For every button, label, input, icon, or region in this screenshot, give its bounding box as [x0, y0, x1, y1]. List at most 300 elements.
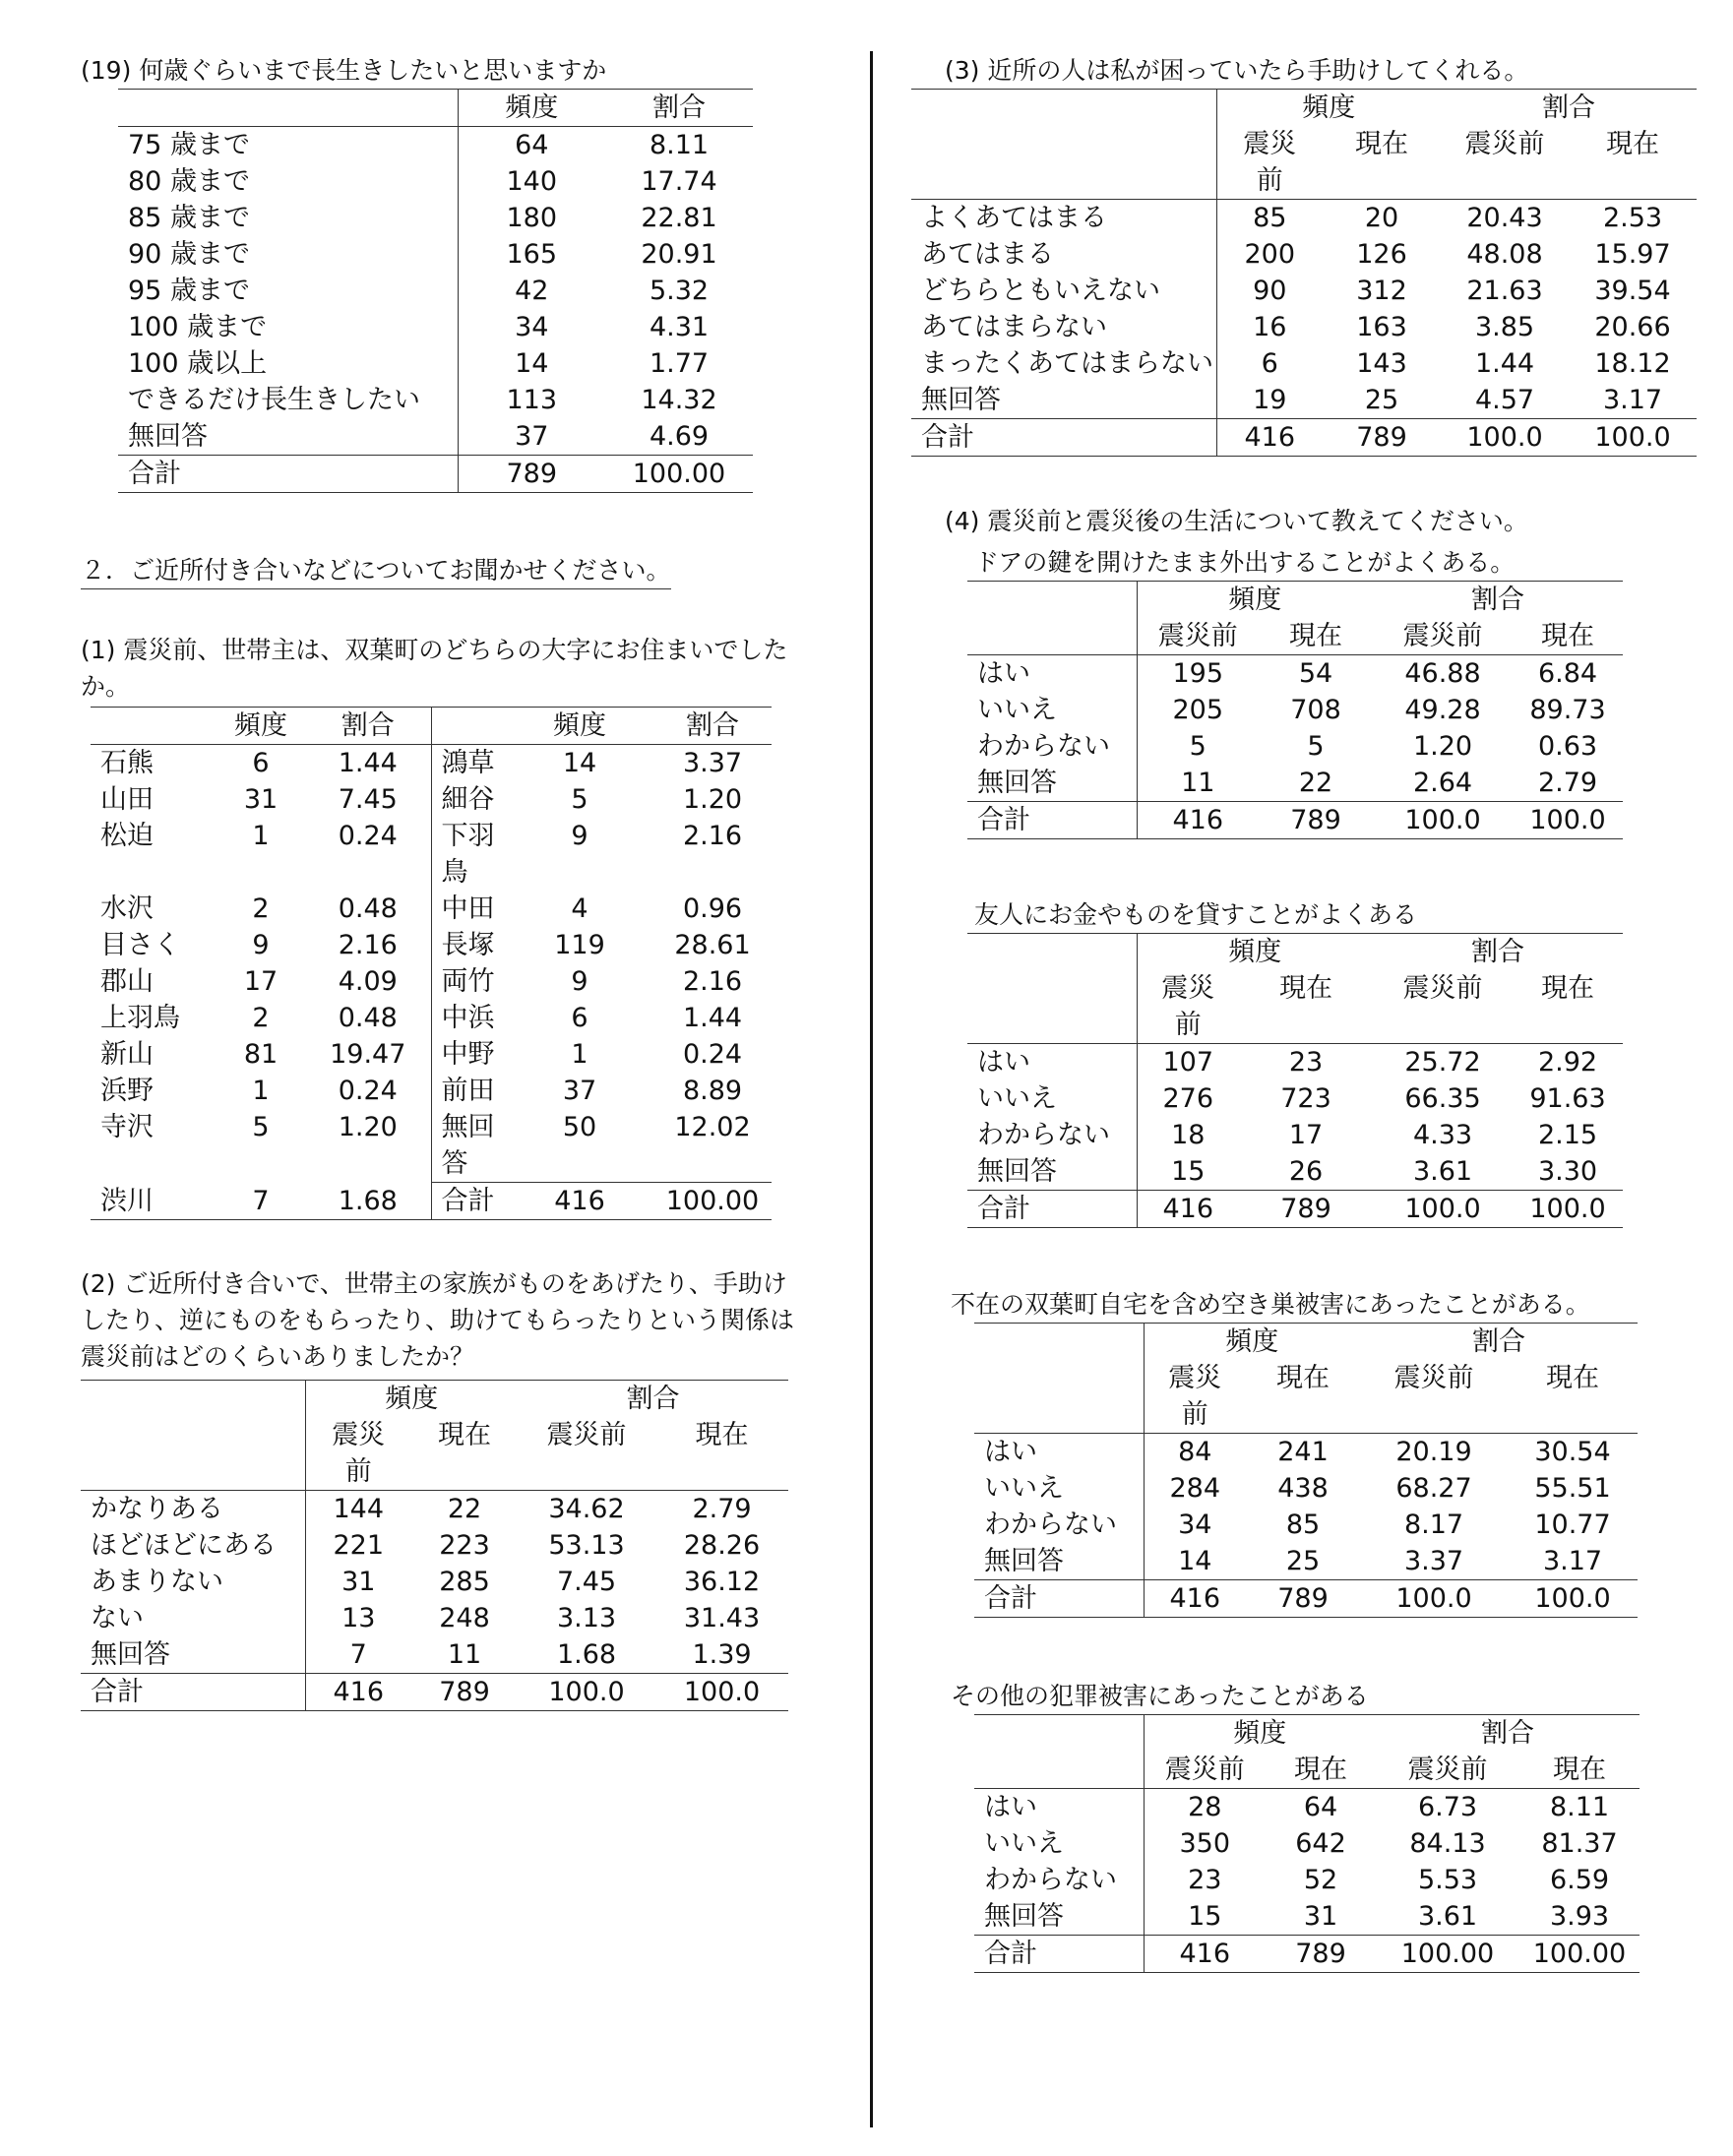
table-row	[91, 745, 772, 782]
row-label: 細谷	[441, 784, 495, 815]
col-header: 震災前	[1137, 618, 1259, 655]
table-cell: 165	[506, 239, 558, 270]
table-cell: 20.66	[1594, 312, 1671, 342]
row-label: 無回答	[974, 1898, 1144, 1936]
total-cell: 789	[411, 1674, 518, 1711]
table-row	[118, 163, 753, 200]
table-cell: 163	[1356, 312, 1407, 342]
total-cell: 100.00	[1376, 1936, 1519, 1973]
table-cell: 5	[252, 1112, 270, 1142]
q3-table	[911, 89, 1697, 457]
table-cell: 19.47	[305, 1036, 431, 1073]
table-cell: 312	[1356, 276, 1407, 306]
col-header: 現在	[1246, 1360, 1360, 1434]
table-cell: 37	[515, 421, 549, 452]
q4-caption: ドアの鍵を開けたまま外出することがよくある。	[974, 548, 1516, 577]
q4-caption: 不在の双葉町自宅を含め空き巣被害にあったことがある。	[951, 1290, 1590, 1319]
total-cell: 100.0	[1373, 802, 1513, 839]
q4-table-3	[974, 1323, 1638, 1618]
col-group-header: 頻度	[1216, 90, 1441, 127]
row-label: 新山	[100, 1039, 154, 1070]
table-cell: 16	[1253, 312, 1287, 342]
column-divider	[870, 51, 873, 2127]
total-cell: 100.0	[518, 1674, 655, 1711]
q19-table-wrap	[118, 89, 753, 493]
col-header: 割合	[305, 708, 431, 745]
table-cell: 0.24	[682, 1039, 743, 1070]
col-group-header: 頻度	[1144, 1715, 1376, 1753]
table-cell: 113	[506, 385, 558, 415]
table-cell: 17.74	[641, 166, 717, 197]
q4-table-4	[974, 1714, 1640, 1973]
table-cell: 2.79	[1537, 768, 1598, 798]
table-cell: 68.27	[1395, 1473, 1472, 1504]
table-row	[91, 1000, 772, 1036]
row-label: ない	[81, 1600, 305, 1636]
row-label: 両竹	[441, 966, 495, 997]
table-cell: 64	[515, 130, 549, 160]
table-cell: 15.97	[1594, 239, 1671, 270]
col-group-header: 割合	[1373, 582, 1623, 619]
row-label: あてはまる	[911, 236, 1216, 273]
col-header: 現在	[1259, 618, 1373, 655]
q19-title: (19) 何歳ぐらいまで長生きしたいと思いますか	[81, 56, 607, 85]
table-cell: 11	[447, 1639, 482, 1670]
table-cell: 4.31	[649, 312, 710, 342]
table-row	[91, 781, 772, 818]
col-header: 割合	[605, 90, 753, 127]
table-row	[967, 728, 1623, 765]
table-row	[91, 963, 772, 1000]
col-header: 震災前	[332, 1420, 386, 1487]
table-row	[911, 309, 1697, 345]
row-label: 前田	[441, 1076, 495, 1106]
q3-table-wrap	[911, 89, 1697, 457]
table-cell: 1.44	[1474, 348, 1535, 379]
row-label: 95 歳まで	[118, 273, 458, 309]
table-cell: 195	[1172, 658, 1224, 689]
table-cell: 2.16	[305, 927, 431, 963]
row-label: いいえ	[974, 1470, 1144, 1507]
table-row	[911, 200, 1697, 237]
col-group-header: 割合	[1441, 90, 1697, 127]
table-cell: 5.32	[649, 276, 710, 306]
total-cell: 416	[1216, 419, 1323, 457]
table-cell: 7.45	[305, 781, 431, 818]
table-cell: 107	[1162, 1047, 1214, 1078]
table-row	[967, 1117, 1623, 1153]
total-cell: 789	[1239, 1191, 1373, 1228]
table-cell: 42	[515, 276, 549, 306]
table-cell: 0.96	[682, 893, 743, 924]
total-label: 合計	[81, 1674, 305, 1711]
table-cell: 285	[439, 1567, 490, 1597]
table-cell: 2.16	[682, 821, 743, 851]
table-cell: 8.89	[682, 1076, 743, 1106]
table-cell: 0.48	[305, 891, 431, 927]
row-label: 85 歳まで	[118, 200, 458, 236]
table-cell: 50	[562, 1112, 597, 1142]
q4-table-2	[967, 933, 1623, 1228]
table-cell: 221	[333, 1530, 385, 1561]
row-label: よくあてはまる	[911, 200, 1216, 237]
table-cell: 119	[554, 930, 605, 960]
table-cell: 46.88	[1404, 658, 1481, 689]
col-header: 震災前	[1441, 126, 1569, 200]
col-group-header: 頻度	[1137, 582, 1373, 619]
table-cell: 7.45	[556, 1567, 617, 1597]
table-cell: 144	[333, 1494, 385, 1524]
table-cell: 248	[439, 1603, 490, 1633]
row-label: 無回答	[441, 1112, 495, 1179]
table-row	[967, 692, 1623, 728]
table-cell: 36.12	[683, 1567, 761, 1597]
table-cell: 11	[1181, 768, 1215, 798]
row-label: わからない	[967, 728, 1137, 765]
table-cell: 30.54	[1534, 1437, 1611, 1467]
table-cell: 13	[341, 1603, 376, 1633]
table-cell: 8.11	[1549, 1792, 1610, 1822]
total-cell: 100.00	[1519, 1936, 1640, 1973]
table-cell: 22	[1298, 768, 1333, 798]
q3-title: (3) 近所の人は私が困っていたら手助けしてくれる。	[945, 56, 1529, 85]
table-cell: 2	[252, 893, 270, 924]
table-cell: 6.73	[1417, 1792, 1478, 1822]
table-cell: 21.63	[1466, 276, 1543, 306]
table-cell: 54	[1298, 658, 1333, 689]
table-cell: 25	[1285, 1546, 1321, 1576]
row-label: 100 歳以上	[118, 345, 458, 382]
row-label: 無回答	[911, 382, 1216, 419]
table-cell: 28.61	[674, 930, 751, 960]
q4-table-wrap	[967, 581, 1623, 839]
q4-table-1	[967, 581, 1623, 839]
total-cell: 100.0	[1360, 1580, 1508, 1618]
table-cell: 7	[349, 1639, 367, 1670]
row-label: 中浜	[441, 1003, 495, 1033]
table-cell: 14	[1178, 1546, 1212, 1576]
table-cell: 17	[1288, 1120, 1324, 1150]
table-cell: 205	[1172, 695, 1224, 725]
table-cell: 3.37	[682, 748, 743, 778]
table-row	[118, 236, 753, 273]
table-cell: 90	[1253, 276, 1287, 306]
row-label: 無回答	[118, 418, 458, 456]
total-cell: 100.0	[1373, 1191, 1513, 1228]
table-row	[81, 1564, 788, 1600]
table-cell: 26	[1288, 1156, 1324, 1187]
row-label: 75 歳まで	[118, 127, 458, 164]
table-cell: 5	[1189, 731, 1207, 762]
table-row	[91, 1073, 772, 1109]
table-cell: 126	[1356, 239, 1407, 270]
table-cell: 10.77	[1534, 1509, 1611, 1540]
total-cell: 416	[1144, 1936, 1266, 1973]
q4-table-wrap	[967, 933, 1623, 1228]
total-cell: 416	[1144, 1580, 1246, 1618]
row-label: 石熊	[100, 748, 154, 778]
table-cell: 19	[1253, 385, 1287, 415]
table-cell: 31.43	[683, 1603, 761, 1633]
table-cell: 91.63	[1529, 1083, 1606, 1114]
total-cell: 100.0	[1508, 1580, 1638, 1618]
table-cell: 3.17	[1602, 385, 1663, 415]
col-group-header: 割合	[1376, 1715, 1640, 1753]
row-label: いいえ	[967, 692, 1137, 728]
col-header: 現在	[1519, 1752, 1640, 1789]
col-header: 頻度	[506, 708, 653, 745]
q4-title: (4) 震災前と震災後の生活について教えてください。	[945, 507, 1528, 535]
table-row	[967, 1153, 1623, 1191]
table-row	[91, 1036, 772, 1073]
table-row	[81, 1527, 788, 1564]
table-cell: 3.61	[1412, 1156, 1473, 1187]
table-cell: 23	[1288, 1047, 1324, 1078]
col-header: 震災前	[1360, 1360, 1508, 1434]
table-cell: 140	[506, 166, 558, 197]
total-label: 合計	[967, 802, 1137, 839]
table-cell: 0.63	[1537, 731, 1598, 762]
table-row	[91, 1183, 772, 1220]
table-row	[118, 382, 753, 418]
row-label: 無回答	[81, 1636, 305, 1674]
table-cell: 9	[571, 966, 588, 997]
q1-table-wrap	[91, 707, 772, 1220]
total-cell: 416	[1137, 1191, 1239, 1228]
table-row	[911, 382, 1697, 419]
table-cell: 34.62	[548, 1494, 625, 1524]
table-cell: 37	[562, 1076, 597, 1106]
col-group-header: 頻度	[305, 1381, 518, 1418]
total-label: 合計	[118, 456, 458, 493]
col-group-header: 割合	[518, 1381, 788, 1418]
row-label: 合計	[441, 1186, 495, 1216]
table-row	[81, 1636, 788, 1674]
row-label: はい	[967, 1044, 1137, 1081]
table-cell: 9	[571, 821, 588, 851]
table-cell: 416	[506, 1183, 653, 1220]
table-row	[967, 1044, 1623, 1081]
row-label: どちらともいえない	[911, 273, 1216, 309]
row-label: 水沢	[100, 893, 154, 924]
table-row	[81, 1600, 788, 1636]
table-row	[974, 1862, 1640, 1898]
total-cell: 789	[458, 456, 605, 493]
q1-title: (1) 震災前、世帯主は、双葉町のどちらの大字にお住まいでしたか。	[81, 636, 788, 701]
row-label: 100 歳まで	[118, 309, 458, 345]
table-row	[118, 273, 753, 309]
row-label: はい	[974, 1789, 1144, 1826]
table-cell: 34	[1178, 1509, 1212, 1540]
table-cell: 708	[1290, 695, 1341, 725]
table-cell: 2	[252, 1003, 270, 1033]
col-header: 割合	[653, 708, 772, 745]
table-cell: 89.73	[1529, 695, 1606, 725]
table-cell: 28.26	[683, 1530, 761, 1561]
table-cell: 3.37	[1403, 1546, 1464, 1576]
table-cell: 1.39	[692, 1639, 752, 1670]
col-header: 震災前	[518, 1417, 655, 1491]
row-label: 郡山	[100, 966, 154, 997]
table-cell: 200	[1244, 239, 1296, 270]
col-header: 現在	[1508, 1360, 1638, 1434]
table-row	[91, 1109, 772, 1183]
q19-table	[118, 89, 753, 493]
col-header: 現在	[655, 1417, 788, 1491]
table-cell: 0.24	[305, 1073, 431, 1109]
table-cell: 28	[1188, 1792, 1222, 1822]
table-cell: 284	[1169, 1473, 1221, 1504]
section-2-title	[81, 553, 671, 589]
table-cell: 15	[1188, 1901, 1222, 1932]
col-header: 現在	[1266, 1752, 1376, 1789]
table-cell: 3.61	[1417, 1901, 1478, 1932]
table-cell: 25	[1364, 385, 1399, 415]
total-label: 合計	[974, 1936, 1144, 1973]
table-row	[967, 765, 1623, 802]
table-cell: 48.08	[1466, 239, 1543, 270]
table-cell: 2.53	[1602, 203, 1663, 233]
col-header: 頻度	[458, 90, 605, 127]
table-cell: 15	[1171, 1156, 1206, 1187]
col-header: 震災前	[1168, 1363, 1222, 1430]
table-cell: 22.81	[641, 203, 717, 233]
table-cell: 23	[1188, 1865, 1222, 1895]
table-cell: 81.37	[1541, 1828, 1618, 1859]
table-cell: 1.77	[649, 348, 710, 379]
row-label: 90 歳まで	[118, 236, 458, 273]
row-label: 無回答	[974, 1543, 1144, 1580]
table-cell: 2.15	[1537, 1120, 1598, 1150]
row-label: ほどほどにある	[81, 1527, 305, 1564]
table-cell: 7	[217, 1183, 305, 1220]
table-cell: 34	[515, 312, 549, 342]
row-label: 寺沢	[100, 1112, 154, 1142]
table-cell: 14	[562, 748, 597, 778]
table-row	[118, 309, 753, 345]
table-cell: 31	[341, 1567, 376, 1597]
col-header: 現在	[1513, 618, 1623, 655]
row-label: 長塚	[441, 930, 495, 960]
col-header: 震災前	[1243, 129, 1297, 196]
col-header: 震災前	[1376, 1752, 1519, 1789]
table-cell: 17	[243, 966, 279, 997]
table-cell: 5.53	[1417, 1865, 1478, 1895]
table-cell: 18	[1171, 1120, 1206, 1150]
table-row	[81, 1491, 788, 1528]
q4-table-wrap	[974, 1714, 1640, 1973]
col-group-header: 頻度	[1137, 934, 1373, 971]
total-label: 合計	[974, 1580, 1144, 1618]
table-cell: 2.64	[1412, 768, 1473, 798]
table-row	[91, 927, 772, 963]
row-label: 下羽鳥	[441, 821, 495, 888]
table-row	[911, 273, 1697, 309]
col-header: 現在	[1569, 126, 1697, 200]
table-cell: 3.85	[1474, 312, 1535, 342]
row-label: まったくあてはまらない	[911, 345, 1216, 382]
table-row	[967, 1080, 1623, 1117]
table-row	[91, 818, 772, 891]
table-row	[974, 1825, 1640, 1862]
table-cell: 5	[1307, 731, 1325, 762]
table-cell: 723	[1280, 1083, 1331, 1114]
table-row	[911, 345, 1697, 382]
table-cell: 1.20	[682, 784, 743, 815]
total-cell: 789	[1259, 802, 1373, 839]
row-label: 上羽鳥	[100, 1003, 180, 1033]
table-cell: 438	[1277, 1473, 1329, 1504]
total-cell: 100.0	[1513, 1191, 1623, 1228]
table-cell: 20	[1364, 203, 1399, 233]
table-cell: 18.12	[1594, 348, 1671, 379]
table-cell: 3.93	[1549, 1901, 1610, 1932]
table-cell: 6	[1261, 348, 1278, 379]
table-cell: 3.30	[1537, 1156, 1598, 1187]
table-row	[91, 891, 772, 927]
total-label: 合計	[911, 419, 1216, 457]
table-cell: 5	[571, 784, 588, 815]
table-cell: 20.43	[1466, 203, 1543, 233]
col-header: 現在	[1239, 970, 1373, 1044]
col-header: 現在	[411, 1417, 518, 1491]
table-row	[974, 1434, 1638, 1471]
row-label: 目さく	[100, 930, 180, 960]
col-header: 震災前	[1144, 1752, 1266, 1789]
total-cell: 789	[1266, 1936, 1376, 1973]
table-cell: 64	[1303, 1792, 1338, 1822]
total-cell: 416	[1137, 802, 1259, 839]
table-cell: 1.20	[1412, 731, 1473, 762]
row-label: いいえ	[967, 1080, 1137, 1117]
section-2-heading: ２．ご近所付き合いなどについてお聞かせください。	[81, 553, 671, 589]
row-label: 鴻草	[441, 748, 495, 778]
table-cell: 14	[515, 348, 549, 379]
row-label: 渋川	[91, 1183, 217, 1220]
table-cell: 180	[506, 203, 558, 233]
table-cell: 4	[571, 893, 588, 924]
table-cell: 6.84	[1537, 658, 1598, 689]
table-row	[118, 127, 753, 164]
total-cell: 416	[305, 1674, 411, 1711]
q2-table	[81, 1380, 788, 1711]
q4-caption: その他の犯罪被害にあったことがある	[951, 1682, 1369, 1710]
row-label: 松迫	[100, 821, 154, 851]
table-cell: 1.68	[305, 1183, 431, 1220]
table-cell: 22	[447, 1494, 482, 1524]
table-cell: 1.20	[305, 1109, 431, 1183]
table-cell: 49.28	[1404, 695, 1481, 725]
row-label: できるだけ長生きしたい	[118, 382, 458, 418]
row-label: 浜野	[100, 1076, 154, 1106]
q2-title: (2) ご近所付き合いで、世帯主の家族がものをあげたり、手助けしたり、逆にものをもらったり、助けてもらったりという関係は震災前はどのくらいありましたか？	[81, 1269, 795, 1371]
table-cell: 1	[252, 1076, 270, 1106]
row-label: かなりある	[81, 1491, 305, 1528]
q4-table-wrap	[974, 1323, 1638, 1618]
table-cell: 2.92	[1537, 1047, 1598, 1078]
col-header: 現在	[1323, 126, 1441, 200]
table-row	[974, 1789, 1640, 1826]
table-cell: 0.24	[305, 818, 431, 891]
row-label: あてはまらない	[911, 309, 1216, 345]
total-label: 合計	[967, 1191, 1137, 1228]
table-cell: 25.72	[1404, 1047, 1481, 1078]
table-cell: 55.51	[1534, 1473, 1611, 1504]
table-row	[911, 236, 1697, 273]
total-cell: 100.0	[655, 1674, 788, 1711]
col-group-header: 割合	[1360, 1324, 1638, 1361]
total-cell: 100.00	[605, 456, 753, 493]
